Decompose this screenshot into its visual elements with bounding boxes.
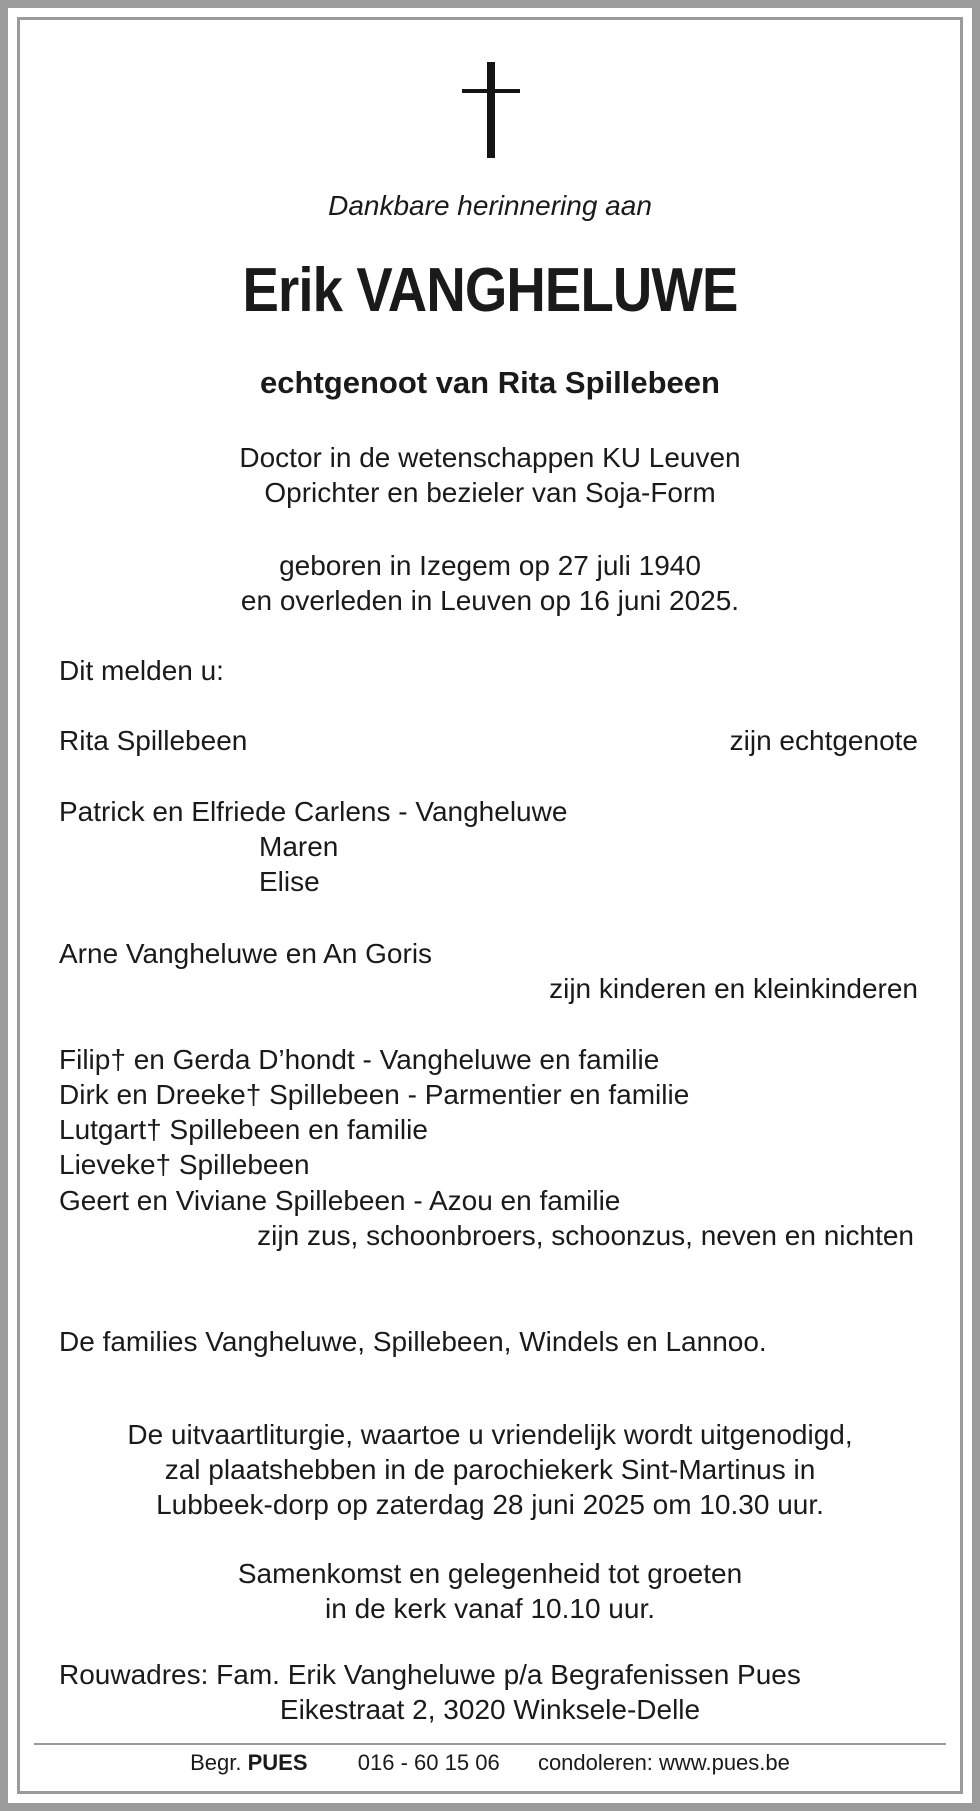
announce-text: Dit melden u: bbox=[59, 655, 224, 686]
spouse-name: Rita Spillebeen bbox=[59, 725, 248, 756]
birth-line: geboren in Izegem op 27 juli 1940 bbox=[279, 550, 701, 581]
footer bbox=[0, 1749, 980, 1777]
children-role: zijn kinderen en kleinkinderen bbox=[549, 973, 918, 1004]
spouse-role: zijn echtgenote bbox=[729, 725, 918, 756]
relative-5: Geert en Viviane Spillebeen - Azou en familie bbox=[59, 1185, 621, 1216]
grandchild-1: Maren bbox=[259, 831, 339, 862]
death-line: en overleden in Leuven op 16 juni 2025. bbox=[240, 585, 740, 616]
relative-1: Filip† en Gerda D’hondt - Vangheluwe en familie bbox=[59, 1044, 660, 1075]
relative-3: Lutgart† Spillebeen en familie bbox=[59, 1114, 428, 1145]
intro-text: Dankbare herinnering aan bbox=[328, 190, 652, 221]
footer-company: PUES bbox=[247, 1750, 308, 1775]
families-line: De families Vangheluwe, Spillebeen, Windels en Lannoo. bbox=[59, 1326, 767, 1357]
footer-divider bbox=[34, 1743, 946, 1745]
spouse-line: echtgenoot van Rita Spillebeen bbox=[260, 365, 720, 400]
address-line-2: Eikestraat 2, 3020 Winksele-Delle bbox=[279, 1694, 701, 1725]
footer-prefix: Begr. bbox=[190, 1750, 242, 1775]
liturgy-line-3: Lubbeek-dorp op zaterdag 28 juni 2025 om 10.30 uur. bbox=[156, 1489, 824, 1520]
title-line-1: Doctor in de wetenschappen KU Leuven bbox=[239, 442, 741, 473]
footer-phone: 016 - 60 15 06 bbox=[357, 1750, 500, 1775]
gathering-line-2: in de kerk vanaf 10.10 uur. bbox=[325, 1593, 655, 1624]
child-1: Patrick en Elfriede Carlens - Vangheluwe bbox=[59, 796, 568, 827]
title-line-2: Oprichter en bezieler van Soja-Form bbox=[264, 477, 716, 508]
liturgy-line-2: zal plaatshebben in de parochiekerk Sint-Martinus in bbox=[164, 1454, 816, 1485]
child-2: Arne Vangheluwe en An Goris bbox=[59, 938, 433, 969]
gathering-line-1: Samenkomst en gelegenheid tot groeten bbox=[237, 1558, 743, 1589]
cross-icon bbox=[462, 62, 520, 158]
address-line-1: Rouwadres: Fam. Erik Vangheluwe p/a Begrafenissen Pues bbox=[59, 1659, 801, 1690]
relative-2: Dirk en Dreeke† Spillebeen - Parmentier en familie bbox=[59, 1079, 690, 1110]
grandchild-2: Elise bbox=[259, 866, 320, 897]
relative-4: Lieveke† Spillebeen bbox=[59, 1149, 310, 1180]
deceased-name: Erik VANGHELUWE bbox=[242, 256, 738, 325]
relatives-role: zijn zus, schoonbroers, schoonzus, neven en nichten bbox=[257, 1220, 914, 1251]
liturgy-line-1: De uitvaartliturgie, waartoe u vriendelijk wordt uitgenodigd, bbox=[127, 1419, 853, 1450]
footer-condolence-link[interactable]: condoleren: www.pues.be bbox=[537, 1750, 790, 1775]
